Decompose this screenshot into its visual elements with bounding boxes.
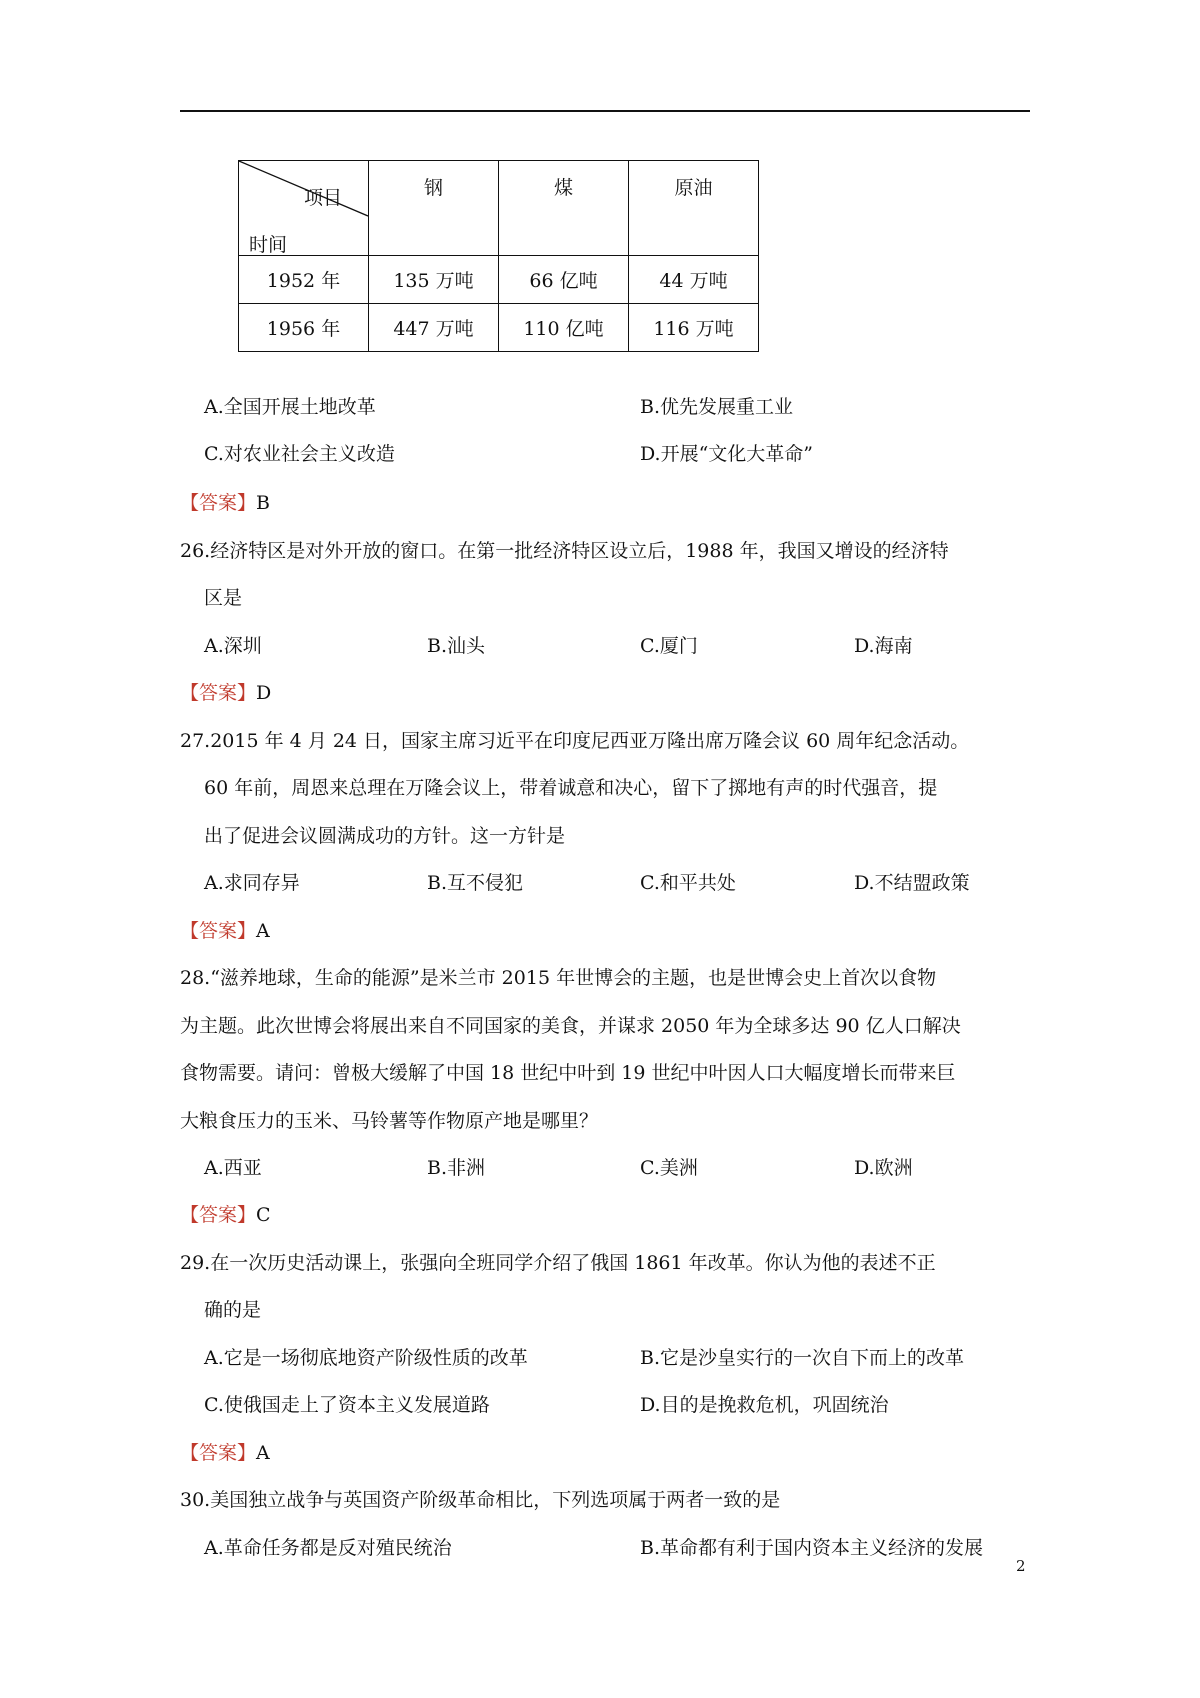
option-c: C.使俄国走上了资本主义发展道路: [204, 1394, 490, 1416]
question-text: 确的是: [204, 1299, 262, 1321]
option-d: D.开展“文化大革命”: [640, 443, 814, 465]
option-c: C.和平共处: [640, 872, 736, 894]
option-d: D.海南: [854, 635, 913, 657]
option-a: A.求同存异: [204, 872, 300, 894]
question-text: 30.美国独立战争与英国资产阶级革命相比，下列选项属于两者一致的是: [180, 1489, 781, 1511]
column-header: 钢: [369, 161, 499, 256]
table-cell: 135 万吨: [369, 256, 499, 304]
answer-line: 【答案】B: [180, 492, 271, 514]
question-text: 食物需要。请问：曾极大缓解了中国 18 世纪中叶到 19 世纪中叶因人口大幅度增长而带来巨: [180, 1062, 956, 1084]
row-year: 1952 年: [239, 256, 369, 304]
diagonal-header-cell: [239, 161, 369, 256]
answer-line: 【答案】A: [180, 920, 270, 942]
question-text: 为主题。此次世博会将展出来自不同国家的美食，并谋求 2050 年为全球多达 90 亿人口解决: [180, 1015, 961, 1037]
page-number: 2: [1016, 1557, 1026, 1575]
header-time-label: 时间: [249, 234, 288, 256]
answer-line: 【答案】A: [180, 1442, 270, 1464]
question-text: 28.“滋养地球，生命的能源”是米兰市 2015 年世博会的主题，也是世博会史上首次以食物: [180, 967, 937, 989]
row-year: 1956 年: [239, 304, 369, 352]
option-a: A.全国开展土地改革: [204, 396, 376, 418]
data-table: [238, 160, 759, 352]
option-c: C.美洲: [640, 1157, 698, 1179]
table-cell: 116 万吨: [629, 304, 759, 352]
option-d: D.目的是挽救危机，巩固统治: [640, 1394, 889, 1416]
question-text: 大粮食压力的玉米、马铃薯等作物原产地是哪里？: [180, 1110, 599, 1132]
option-b: B.非洲: [427, 1157, 486, 1179]
header-item-label: 项目: [303, 187, 342, 209]
option-a: A.它是一场彻底地资产阶级性质的改革: [204, 1347, 528, 1369]
question-text: 27.2015 年 4 月 24 日，国家主席习近平在印度尼西亚万隆出席万隆会议 60 周年纪念活动。: [180, 730, 970, 752]
option-b: B.汕头: [427, 635, 486, 657]
option-b: B.优先发展重工业: [640, 396, 794, 418]
table-cell: 44 万吨: [629, 256, 759, 304]
table-cell: 66 亿吨: [499, 256, 629, 304]
question-text: 60 年前，周恩来总理在万隆会议上，带着诚意和决心，留下了掷地有声的时代强音，提: [204, 777, 938, 799]
option-b: B.它是沙皇实行的一次自下而上的改革: [640, 1347, 965, 1369]
option-c: C.厦门: [640, 635, 698, 657]
option-a: A.深圳: [204, 635, 262, 657]
option-d: D.不结盟政策: [854, 872, 970, 894]
question-text: 出了促进会议圆满成功的方针。这一方针是: [204, 825, 566, 847]
header-rule: [180, 110, 1030, 112]
table-row: [239, 304, 759, 352]
column-header: 原油: [629, 161, 759, 256]
answer-line: 【答案】D: [180, 682, 272, 704]
option-d: D.欧洲: [854, 1157, 913, 1179]
table-row: [239, 256, 759, 304]
option-b: B.革命都有利于国内资本主义经济的发展: [640, 1537, 984, 1559]
question-text: 26.经济特区是对外开放的窗口。在第一批经济特区设立后，1988 年，我国又增设的经济特: [180, 540, 949, 562]
table-cell: 447 万吨: [369, 304, 499, 352]
option-b: B.互不侵犯: [427, 872, 524, 894]
option-a: A.革命任务都是反对殖民统治: [204, 1537, 452, 1559]
question-text: 29.在一次历史活动课上，张强向全班同学介绍了俄国 1861 年改革。你认为他的表述不正: [180, 1252, 936, 1274]
column-header: 煤: [499, 161, 629, 256]
option-c: C.对农业社会主义改造: [204, 443, 395, 465]
table-cell: 110 亿吨: [499, 304, 629, 352]
option-a: A.西亚: [204, 1157, 262, 1179]
question-text: 区是: [204, 587, 243, 609]
answer-line: 【答案】C: [180, 1204, 271, 1226]
